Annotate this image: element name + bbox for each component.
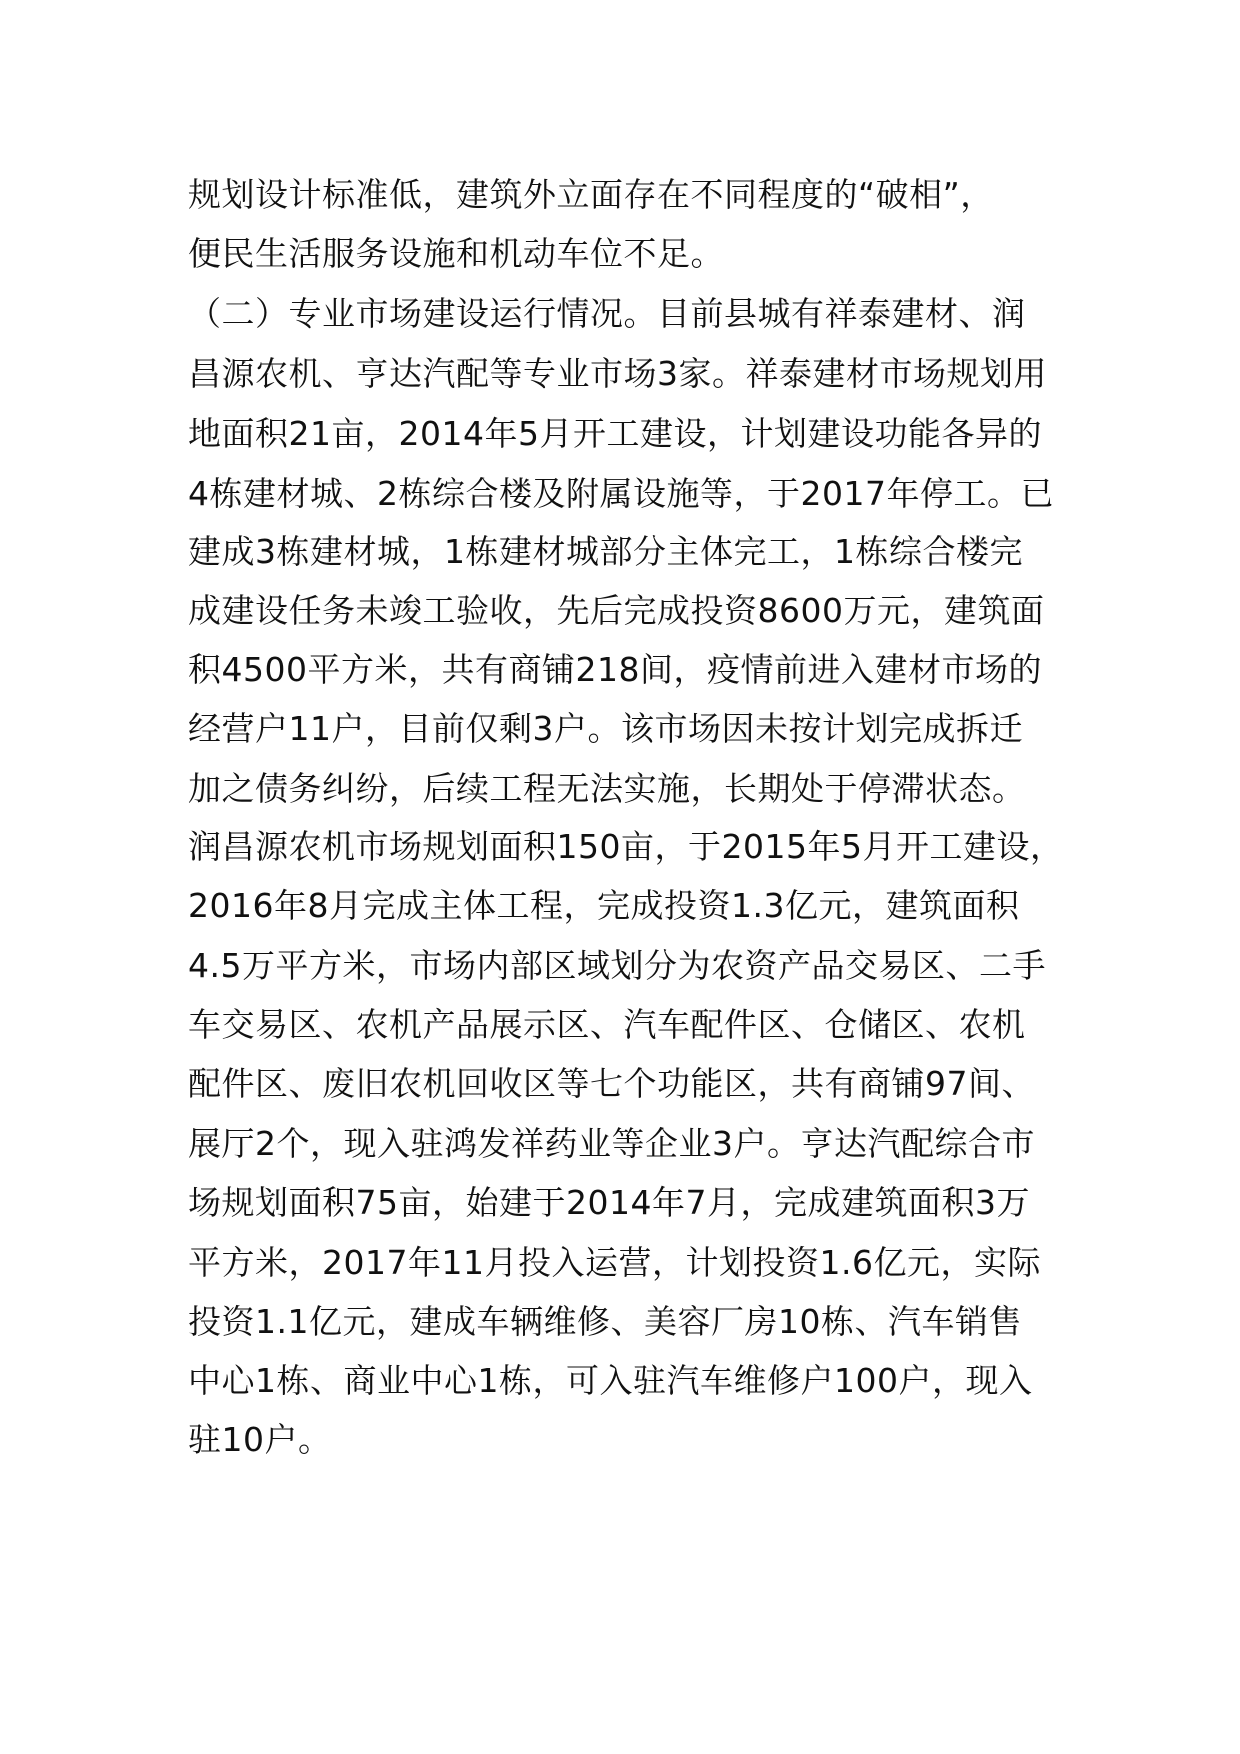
paragraph-line: 积4500平方米，共有商铺218间，疫情前进入建材市场的 [188,650,1042,689]
paragraph-line: （二）专业市场建设运行情况。目前县城有祥泰建材、润 [188,294,1026,333]
paragraph-line: 便民生活服务设施和机动车位不足。 [188,234,724,273]
paragraph-line: 2016年8月完成主体工程，完成投资1.3亿元，建筑面积 [188,886,1020,925]
paragraph-line: 展厅2个，现入驻鸿发祥药业等企业3户。亨达汽配综合市 [188,1124,1035,1163]
paragraph-line: 驻10户。 [188,1420,332,1459]
paragraph-line: 投资1.1亿元，建成车辆维修、美容厂房10栋、汽车销售 [188,1302,1022,1341]
paragraph-line: 规划设计标准低，建筑外立面存在不同程度的“破相”， [188,175,994,214]
paragraph-line: 4栋建材城、2栋综合楼及附属设施等，于2017年停工。已 [188,474,1054,513]
paragraph-line: 润昌源农机市场规划面积150亩，于2015年5月开工建设， [188,827,1064,866]
paragraph-line: 昌源农机、亨达汽配等专业市场3家。祥泰建材市场规划用 [188,354,1047,393]
paragraph-line: 中心1栋、商业中心1栋，可入驻汽车维修户100户，现入 [188,1361,1033,1400]
paragraph-line: 成建设任务未竣工验收，先后完成投资8600万元，建筑面 [188,591,1045,630]
paragraph-line: 平方米，2017年11月投入运营，计划投资1.6亿元，实际 [188,1243,1041,1282]
paragraph-line: 经营户11户，目前仅剩3户。该市场因未按计划完成拆迁 [188,709,1023,748]
paragraph-line: 车交易区、农机产品展示区、汽车配件区、仓储区、农机 [188,1005,1026,1044]
paragraph-line: 加之债务纠纷，后续工程无法实施，长期处于停滞状态。 [188,769,1026,808]
paragraph-line: 配件区、废旧农机回收区等七个功能区，共有商铺97间、 [188,1064,1035,1103]
paragraph-line: 场规划面积75亩，始建于2014年7月，完成建筑面积3万 [188,1183,1030,1222]
paragraph-line: 地面积21亩，2014年5月开工建设，计划建设功能各异的 [188,414,1042,453]
paragraph-line: 4.5万平方米，市场内部区域划分为农资产品交易区、二手 [188,946,1046,985]
paragraph-line: 建成3栋建材城，1栋建材城部分主体完工，1栋综合楼完 [188,532,1023,571]
